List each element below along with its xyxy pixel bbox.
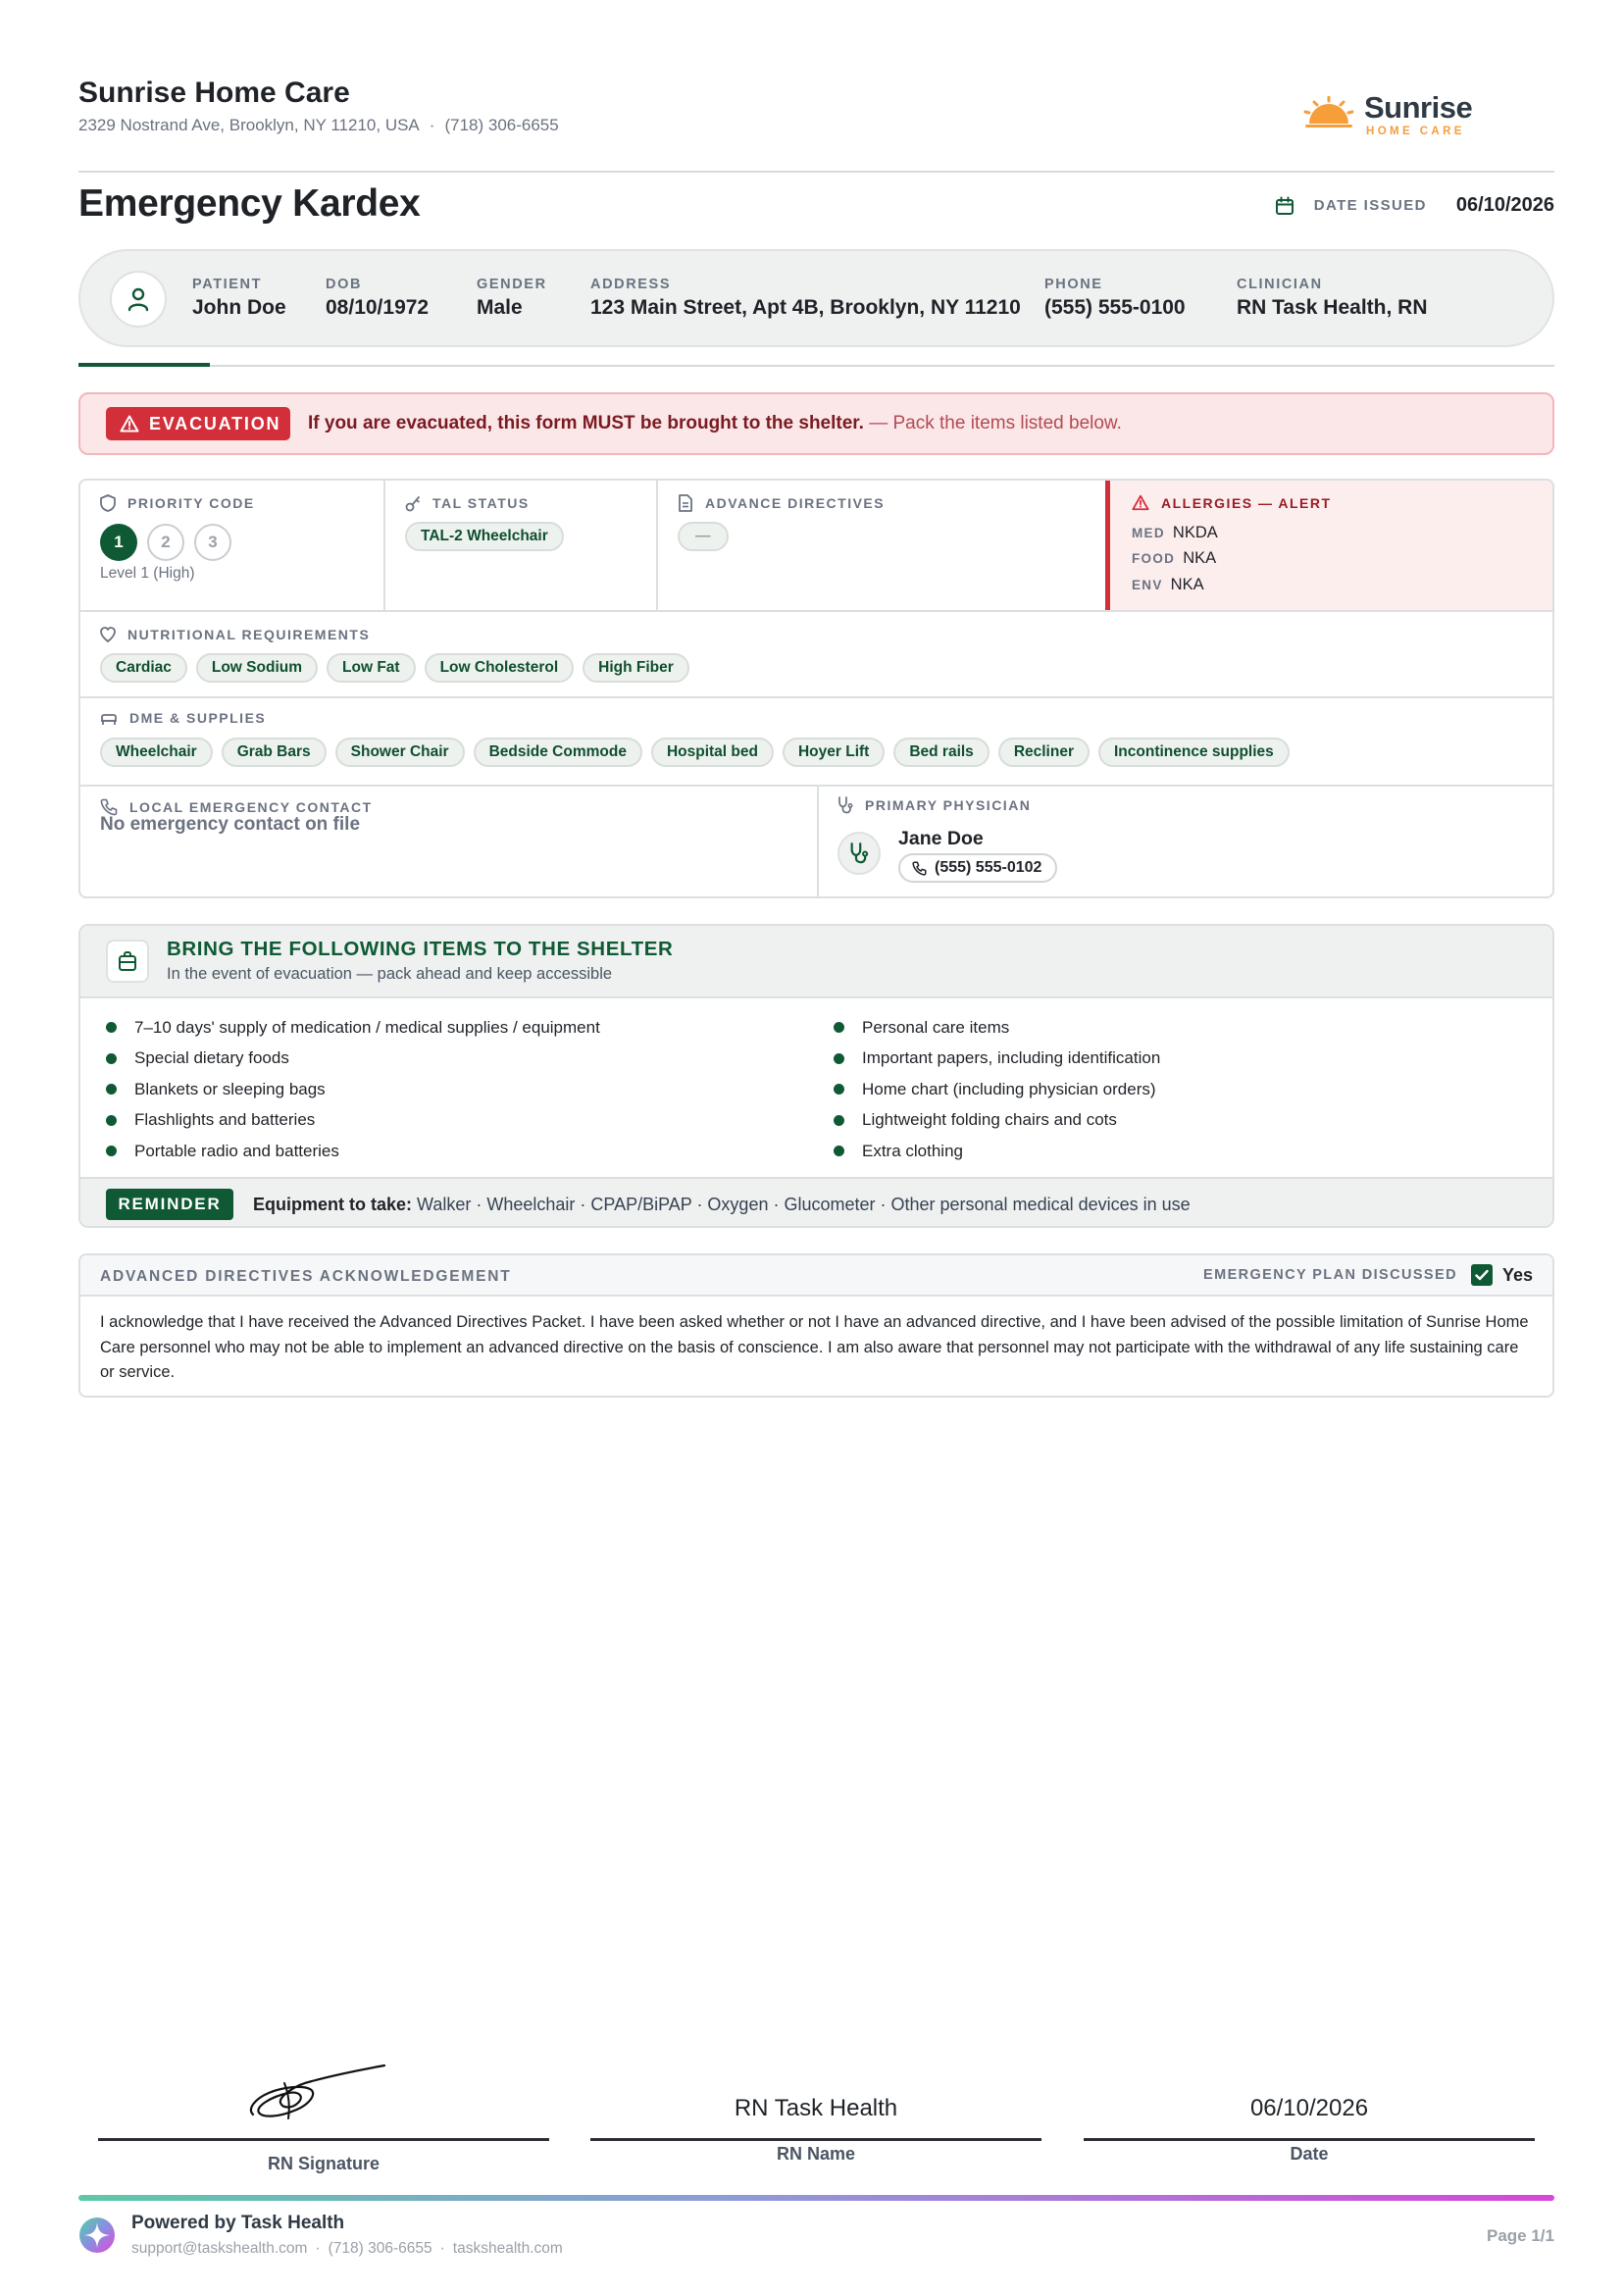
kardex-page <box>78 0 1554 2294</box>
list-item <box>834 1136 1160 1167</box>
org-phone: (718) 306-6655 <box>444 116 559 134</box>
separator: · <box>315 2240 321 2257</box>
patient-clinician-field <box>1237 277 1428 320</box>
plan-discussed-value: Yes <box>1501 1264 1533 1285</box>
bullet <box>106 1115 117 1126</box>
label-text: LOCAL EMERGENCY CONTACT <box>129 799 373 815</box>
acknowledgement-title: ADVANCED DIRECTIVES ACKNOWLEDGEMENT <box>100 1268 512 1285</box>
footer-contact <box>131 2240 563 2258</box>
warning-icon <box>120 415 139 433</box>
reminder-text <box>253 1195 1191 1215</box>
reminder-equipment: Walker · Wheelchair · CPAP/BiPAP · Oxygen · Glucometer · Other personal medical devices in use <box>417 1195 1191 1214</box>
list-item-text: Home chart (including physician orders) <box>862 1079 1156 1098</box>
allergy-row-med <box>1132 524 1218 542</box>
rn-signature-caption: RN Signature <box>267 2154 380 2173</box>
dme-label <box>100 710 266 726</box>
list-item-text: Blankets or sleeping bags <box>134 1079 326 1098</box>
org-name: Sunrise Home Care <box>78 76 350 109</box>
stethoscope-icon <box>837 796 853 814</box>
allergy-value: NKA <box>1170 576 1204 593</box>
priority-code-3: 3 <box>194 524 231 561</box>
footer-site[interactable]: taskshealth.com <box>452 2240 563 2257</box>
priority-level-text: Level 1 (High) <box>100 565 195 582</box>
list-item-text: Lightweight folding chairs and cots <box>862 1110 1117 1130</box>
bullet <box>106 1084 117 1095</box>
nutrition-label <box>100 626 370 643</box>
check-icon <box>1475 1269 1489 1281</box>
physician-name: Jane Doe <box>898 828 984 849</box>
evacuation-banner <box>78 392 1554 455</box>
tal-status-chips <box>405 522 564 551</box>
label-text: NUTRITIONAL REQUIREMENTS <box>127 627 371 642</box>
allergy-value: NKDA <box>1172 524 1218 541</box>
nutrition-chip: Cardiac <box>100 653 187 683</box>
footer-email[interactable]: support@taskshealth.com <box>131 2240 308 2257</box>
shelter-icon-box <box>106 940 149 983</box>
logo-wordmark: Sunrise <box>1364 90 1473 125</box>
dme-chip: Bedside Commode <box>474 738 642 767</box>
list-item-text: 7–10 days' supply of medication / medical supplies / equipment <box>134 1017 600 1037</box>
logo-tagline: HOME CARE <box>1366 126 1465 137</box>
list-item <box>834 1044 1160 1075</box>
dme-chip: Hoyer Lift <box>783 738 885 767</box>
field-value: 123 Main Street, Apt 4B, Brooklyn, NY 11210 <box>590 296 1021 319</box>
cell-divider <box>383 481 385 610</box>
bullet <box>106 1053 117 1064</box>
sunrise-icon <box>1301 96 1356 129</box>
list-item <box>834 1074 1160 1105</box>
patient-gender-field <box>477 277 547 320</box>
field-value: Male <box>477 296 523 319</box>
allergy-row-env <box>1132 576 1204 594</box>
date-line <box>1084 2138 1535 2141</box>
bed-icon <box>100 710 118 726</box>
priority-code-1: 1 <box>100 524 137 561</box>
stethoscope-icon <box>849 842 869 864</box>
list-item-text: Important papers, including identification <box>862 1048 1161 1068</box>
shelter-header <box>80 926 1552 998</box>
bag-icon <box>117 950 138 972</box>
separator: · <box>429 116 435 134</box>
physician-phone: (555) 555-0102 <box>935 859 1042 876</box>
bullet <box>106 1022 117 1033</box>
allergy-value: NKA <box>1183 549 1217 567</box>
separator: · <box>439 2240 445 2257</box>
field-value: RN Task Health, RN <box>1237 296 1428 319</box>
bullet <box>834 1084 844 1095</box>
field-label: CLINICIAN <box>1237 277 1323 292</box>
field-label: GENDER <box>477 277 547 292</box>
bullet <box>834 1022 844 1033</box>
emergency-plan-discussed <box>1203 1264 1533 1286</box>
footer-title: Powered by Task Health <box>131 2213 345 2233</box>
allergy-tag: FOOD <box>1132 551 1176 566</box>
list-item-text: Flashlights and batteries <box>134 1110 316 1130</box>
label-text: PRIMARY PHYSICIAN <box>865 797 1032 813</box>
row-divider <box>80 696 1552 698</box>
list-item <box>106 1136 600 1167</box>
key-icon <box>405 494 421 512</box>
dme-chip: Shower Chair <box>335 738 465 767</box>
page-number: Page 1/1 <box>1487 2226 1554 2245</box>
shelter-title: BRING THE FOLLOWING ITEMS TO THE SHELTER <box>167 938 674 960</box>
footer-phone: (718) 306-6655 <box>328 2240 432 2257</box>
priority-code-label <box>100 494 255 512</box>
field-label: PATIENT <box>192 277 263 292</box>
allergy-tag: MED <box>1132 526 1165 540</box>
shelter-list-left <box>106 1012 600 1167</box>
nutrition-chip: High Fiber <box>583 653 689 683</box>
signature-line <box>98 2138 549 2141</box>
list-item <box>106 1105 600 1137</box>
field-value: 08/10/1972 <box>326 296 430 319</box>
physician-avatar <box>837 832 881 875</box>
advance-directives-chips <box>678 522 729 551</box>
field-value: John Doe <box>192 296 286 319</box>
rn-signature-image <box>245 2064 392 2128</box>
patient-info-grid <box>78 479 1554 898</box>
evacuation-badge-label: EVACUATION <box>149 413 281 433</box>
rn-name-caption: RN Name <box>776 2144 856 2164</box>
company-logo <box>1301 88 1478 139</box>
patient-name-field <box>192 277 286 320</box>
allergies-label <box>1132 494 1332 511</box>
dme-chip: Bed rails <box>893 738 989 767</box>
calendar-icon <box>1275 196 1294 216</box>
bullet <box>834 1115 844 1126</box>
cell-divider <box>817 787 819 898</box>
list-item-text: Portable radio and batteries <box>134 1141 339 1160</box>
page-title: Emergency Kardex <box>78 182 421 225</box>
tal-status-chip: TAL-2 Wheelchair <box>405 522 564 551</box>
date-value: 06/10/2026 <box>1249 2095 1369 2121</box>
label-text: TAL STATUS <box>432 495 530 511</box>
list-item <box>106 1012 600 1044</box>
warning-icon <box>1132 494 1149 511</box>
emergency-contact-value: No emergency contact on file <box>100 814 361 835</box>
advance-directives-label <box>678 494 885 512</box>
list-item <box>834 1012 1160 1044</box>
document-icon <box>678 494 693 512</box>
shelter-items-panel <box>78 924 1554 1228</box>
label-text: PRIORITY CODE <box>127 495 255 511</box>
row-divider <box>80 610 1552 612</box>
allergy-row-food <box>1132 549 1216 568</box>
shield-icon <box>100 494 116 512</box>
physician-label <box>837 796 1031 814</box>
physician-phone-chip[interactable] <box>898 853 1057 883</box>
label-text: ADVANCE DIRECTIVES <box>705 495 886 511</box>
org-address: 2329 Nostrand Ave, Brooklyn, NY 11210, USA <box>78 116 420 134</box>
allergy-tag: ENV <box>1132 578 1163 592</box>
acknowledgement-body: I acknowledge that I have received the Advanced Directives Packet. I have been asked whether or not I have an advanced directive, and I have been advised of the possible limitation of Sunrise Home Care personnel who may not be able to implement an advanced directive on the basis of conscience. I am also aware that personnel may not participate with the withdrawal of any life sustaining care or service. <box>100 1313 1529 1381</box>
label-text: ALLERGIES — ALERT <box>1161 494 1332 511</box>
rn-name-value: RN Task Health <box>734 2095 898 2121</box>
patient-address-field <box>590 277 1021 320</box>
dme-chip: Recliner <box>998 738 1090 767</box>
dme-chips <box>100 738 1290 767</box>
acknowledgement-panel <box>78 1253 1554 1398</box>
org-contact <box>78 116 559 135</box>
tab-divider <box>78 365 1554 367</box>
patient-summary-bar <box>78 249 1554 347</box>
dme-chip: Wheelchair <box>100 738 213 767</box>
date-caption: Date <box>1290 2144 1329 2164</box>
dme-chip: Incontinence supplies <box>1098 738 1290 767</box>
list-item <box>106 1044 600 1075</box>
list-item-text: Special dietary foods <box>134 1048 289 1068</box>
date-issued-value: 06/10/2026 <box>1455 194 1554 216</box>
field-label: ADDRESS <box>590 277 672 292</box>
nutrition-chip: Low Sodium <box>196 653 318 683</box>
nutrition-chip: Low Fat <box>327 653 416 683</box>
reminder-badge: REMINDER <box>106 1189 233 1220</box>
reminder-label: Equipment to take: <box>253 1195 413 1214</box>
person-icon <box>125 285 152 313</box>
evacuation-message-rest: — Pack the items listed below. <box>869 413 1122 433</box>
field-value: (555) 555-0100 <box>1044 296 1186 319</box>
field-label: DOB <box>326 277 363 292</box>
cell-divider <box>656 481 658 610</box>
list-item <box>106 1074 600 1105</box>
name-line <box>590 2138 1041 2141</box>
evacuation-message-bold: If you are evacuated, this form MUST be brought to the shelter. <box>308 413 864 433</box>
dme-chip: Hospital bed <box>651 738 774 767</box>
list-item-text: Extra clothing <box>862 1141 963 1160</box>
plan-discussed-checkbox[interactable] <box>1471 1264 1493 1286</box>
list-item <box>834 1105 1160 1137</box>
task-health-logo-icon <box>78 2217 116 2254</box>
date-issued-label: DATE ISSUED <box>1313 197 1427 214</box>
nutrition-chips <box>100 653 689 683</box>
phone-icon <box>912 861 927 876</box>
bullet <box>106 1146 117 1156</box>
advance-directives-chip: — <box>678 522 729 551</box>
acknowledgement-header <box>80 1255 1552 1297</box>
field-label: PHONE <box>1044 277 1103 292</box>
bullet <box>834 1146 844 1156</box>
evacuation-message <box>308 413 1122 434</box>
header-divider <box>78 171 1554 173</box>
dme-chip: Grab Bars <box>222 738 327 767</box>
evacuation-badge <box>106 407 290 440</box>
list-item-text: Personal care items <box>862 1017 1010 1037</box>
plan-discussed-label: EMERGENCY PLAN DISCUSSED <box>1203 1267 1457 1283</box>
nutrition-chip: Low Cholesterol <box>425 653 575 683</box>
patient-phone-field <box>1044 277 1186 320</box>
patient-dob-field <box>326 277 429 320</box>
reminder-bar <box>80 1177 1552 1226</box>
label-text: DME & SUPPLIES <box>129 710 267 726</box>
allergies-alert-panel <box>1105 481 1552 610</box>
heart-shield-icon <box>100 626 116 643</box>
shelter-subtitle: In the event of evacuation — pack ahead and keep accessible <box>167 965 613 983</box>
priority-code-2: 2 <box>147 524 184 561</box>
tal-status-label <box>405 494 530 512</box>
date-issued <box>1275 194 1554 217</box>
footer-gradient-rule <box>78 2195 1554 2201</box>
bullet <box>834 1053 844 1064</box>
avatar <box>110 271 167 328</box>
shelter-list-right <box>834 1012 1160 1167</box>
active-tab-indicator <box>78 363 210 367</box>
